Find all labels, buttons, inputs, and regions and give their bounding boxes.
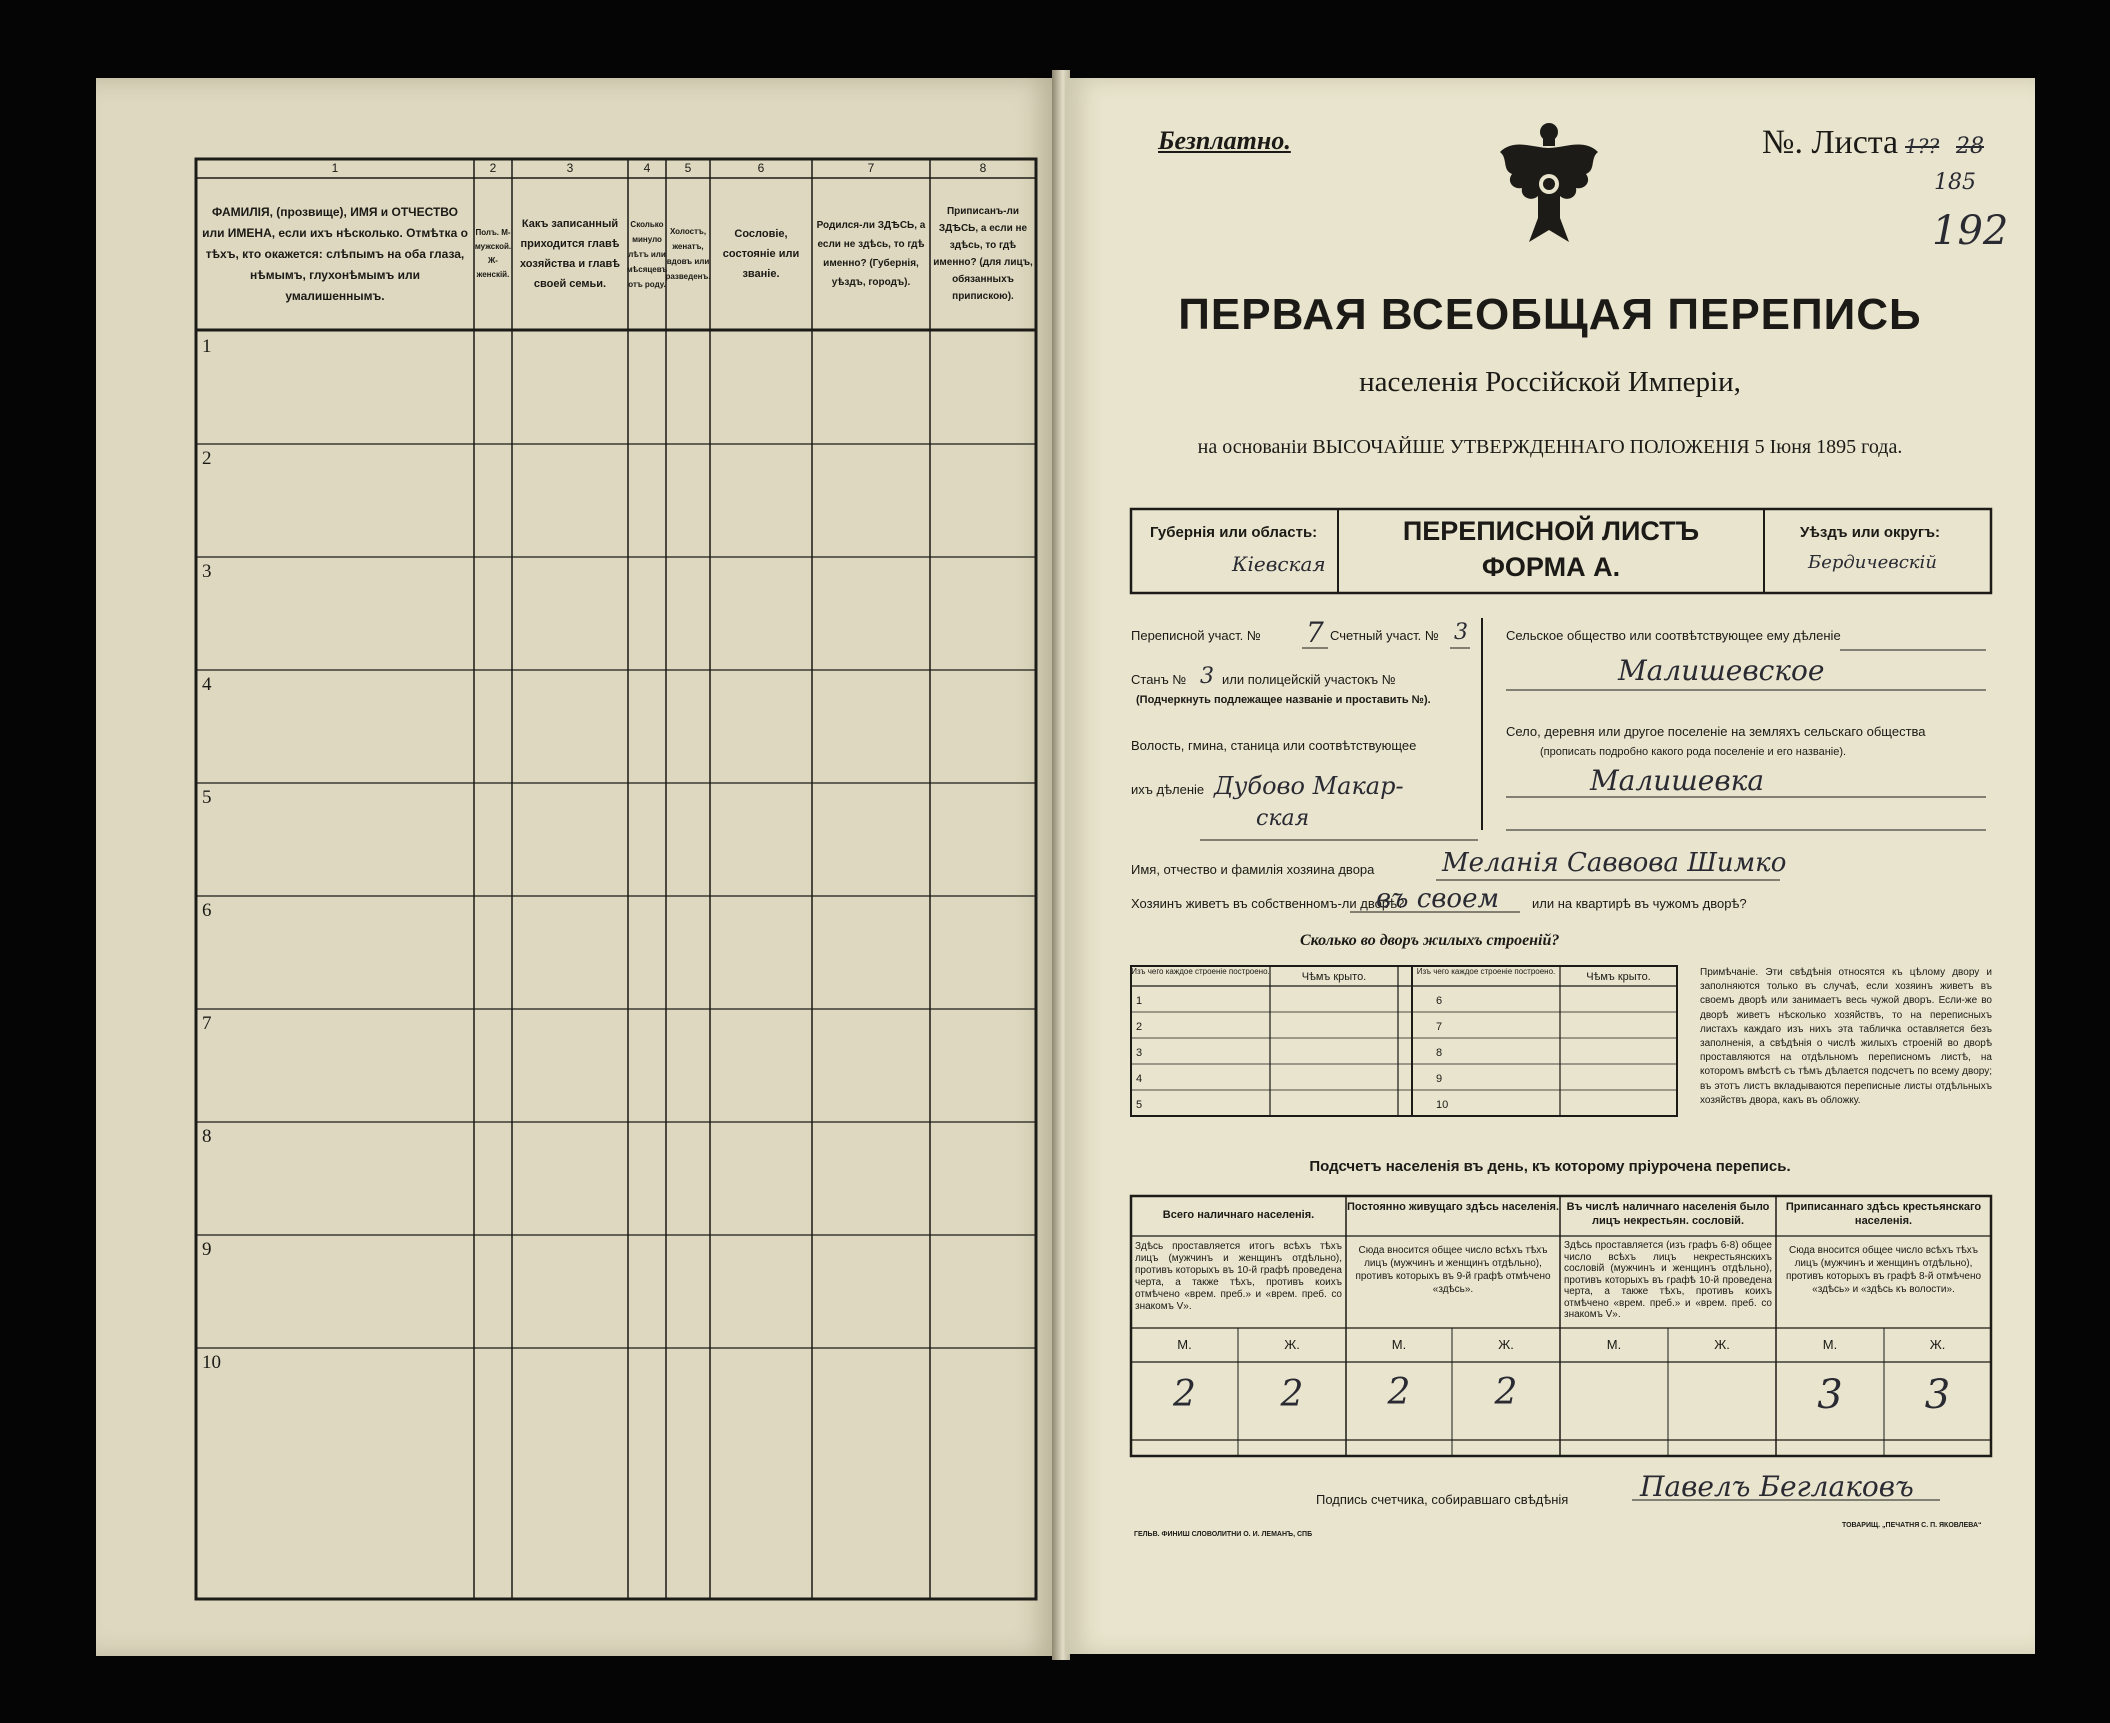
- header-estate: Сословіе, состояніе или званіе.: [722, 228, 800, 280]
- sex-label-4: Ж.: [1498, 1337, 1514, 1352]
- perepis-uchast-value: 7: [1306, 616, 1324, 649]
- buildings-question: Сколько во дворъ жилыхъ строеній?: [1300, 932, 1560, 949]
- form-title-1: ПЕРЕПИСНОЙ ЛИСТЪ: [1402, 516, 1700, 546]
- selskoe-value: Малишевское: [1618, 654, 1825, 687]
- printer-right: ТОВАРИЩ. „ПЕЧАТНЯ С. П. ЯКОВЛЕВА“: [1842, 1522, 1982, 1529]
- volost-label-1: Волость, гмина, станица или соотвѣтствующее: [1131, 738, 1417, 753]
- count-head-registered: Приписаннаго здѣсь крестьянскаго населенія.: [1785, 1201, 1982, 1227]
- col-number-4: 4: [643, 161, 651, 175]
- col-number-6: 6: [757, 161, 765, 175]
- volost-value-1: Дубово Макар-: [1214, 772, 1404, 800]
- bld-row-5: 5: [1136, 1099, 1143, 1111]
- count-head-total: Всего наличнаго населенія.: [1162, 1209, 1315, 1221]
- selo-value: Малишевка: [1590, 764, 1765, 797]
- underline-note: (Подчеркнуть подлежащее названіе и проставить №).: [1136, 694, 1431, 706]
- row-number-10: 10: [202, 1352, 221, 1373]
- count-desc-registered: Сюда вносится общее число всѣхъ тѣхъ лицъ (мужчинъ и женщинъ отдѣльно), противъ которыхъ въ графѣ 8-й отмѣчено «здѣсь» и «здѣсь къ волости».: [1785, 1245, 1982, 1295]
- header-registered: Приписанъ-ли ЗДѢСЬ, а если не здѣсь, то гдѣ именно? (для лицъ, обязанныхъ припискою).: [933, 206, 1033, 302]
- lives-label: Хозяинъ живетъ въ собственномъ-ли дворѣ?: [1131, 896, 1405, 911]
- col-number-8: 8: [979, 161, 987, 175]
- row-number-6: 6: [202, 900, 212, 921]
- schet-uchast-value: 3: [1454, 620, 1468, 645]
- header-marital: Холостъ, женатъ, вдовъ или разведенъ.: [665, 227, 711, 281]
- form-subtitle: населенія Россійской Имперіи,: [1359, 366, 1741, 398]
- bld-row-10: 10: [1436, 1099, 1449, 1111]
- count-total-m: 2: [1173, 1374, 1196, 1415]
- lives-value: въ своем: [1376, 884, 1500, 914]
- bld-row-3: 3: [1136, 1047, 1143, 1059]
- sex-label-6: Ж.: [1714, 1337, 1730, 1352]
- row-number-9: 9: [202, 1239, 212, 1260]
- printer-left: ГЕЛЬВ. ФИНИШ СЛОВОЛИТНИ О. И. ЛЕМАНЪ, СПБ: [1134, 1531, 1313, 1538]
- row-number-3: 3: [202, 561, 212, 582]
- bld-head-material-right: Изъ чего каждое строеніе построено.: [1416, 967, 1556, 976]
- row-number-1: 1: [202, 336, 212, 357]
- owner-value: Меланія Саввова Шимко: [1442, 848, 1787, 878]
- sheet-no-hand-4: 192: [1932, 208, 2009, 254]
- gubernia-value: Кіевская: [1232, 552, 1326, 576]
- row-number-8: 8: [202, 1126, 212, 1147]
- signature-value: Павелъ Беглаковъ: [1640, 1470, 1914, 1503]
- sex-label-8: Ж.: [1929, 1337, 1946, 1352]
- volost-label-2: ихъ дѣленіе: [1131, 782, 1205, 797]
- header-name: ФАМИЛІЯ, (прозвище), ИМЯ и ОТЧЕСТВО или ИМЕНА, если ихъ нѣсколько. Отмѣтка о тѣхъ, кто окажется: слѣпымъ на оба глаза, нѣмымъ, глухонѣмымъ или умалишеннымъ.: [202, 204, 468, 303]
- form-basis: на основаніи ВЫСОЧАЙШЕ УТВЕРЖДЕННАГО ПОЛОЖЕНІЯ 5 Іюня 1895 года.: [1197, 436, 1903, 458]
- uezd-value: Бердичевскій: [1808, 552, 1937, 573]
- sex-label-3: М.: [1391, 1337, 1407, 1352]
- header-sex: Полъ. М-мужской. Ж-женскій.: [474, 228, 512, 279]
- sheet-no-hand-3: 185: [1934, 170, 1976, 195]
- col-number-7: 7: [867, 161, 875, 175]
- header-age: Сколько минуло лѣтъ или мѣсяцевъ отъ роду.: [626, 219, 668, 289]
- count-head-noncrest: Въ числѣ наличнаго населенія было лицъ некрестьян. сословій.: [1566, 1201, 1770, 1227]
- form-title-2: ФОРМА А.: [1481, 552, 1621, 582]
- selskoe-label: Сельское общество или соотвѣтствующее ему дѣленіе: [1506, 628, 1841, 643]
- politsei-label: или полицейскій участокъ №: [1222, 672, 1396, 687]
- count-desc-total: Здѣсь проставляется итогъ всѣхъ тѣхъ лицъ (мужчинъ и женщинъ отдѣльно), противъ которыхъ въ 10-й графѣ проведена черта, а также тѣхъ, противъ коихъ отмѣчено «врем. преб.» и «врем. преб. со знакомъ V».: [1135, 1241, 1342, 1312]
- sheet-no-label: №. Листа: [1762, 124, 1899, 161]
- selo-note: (прописать подробно какого рода поселеніе и его названіе).: [1540, 746, 1847, 758]
- row-number-2: 2: [202, 448, 212, 469]
- owner-label: Имя, отчество и фамилія хозяина двора: [1131, 862, 1375, 877]
- volost-value-2: ская: [1256, 806, 1310, 831]
- col-number-2: 2: [489, 161, 497, 175]
- sheet-no-hand-1: 1??: [1905, 134, 1940, 158]
- sex-label-7: М.: [1822, 1337, 1838, 1352]
- col-number-3: 3: [566, 161, 574, 175]
- bld-row-9: 9: [1436, 1073, 1443, 1085]
- sex-label-2: Ж.: [1284, 1337, 1300, 1352]
- uezd-label: Уѣздъ или округъ:: [1800, 524, 1941, 541]
- bld-row-1: 1: [1136, 995, 1143, 1007]
- bld-row-4: 4: [1136, 1073, 1143, 1085]
- count-permanent-f: 2: [1494, 1372, 1518, 1413]
- header-born: Родился-ли ЗДѢСЬ, а если не здѣсь, то гдѣ именно? (Губернія, уѣздъ, городъ).: [816, 220, 926, 288]
- count-registered-m: 3: [1817, 1372, 1843, 1418]
- row-number-7: 7: [202, 1013, 212, 1034]
- free-label: Безплатно.: [1158, 126, 1291, 155]
- row-number-5: 5: [202, 787, 212, 808]
- count-registered-f: 3: [1924, 1372, 1951, 1418]
- col-number-5: 5: [684, 161, 692, 175]
- count-head-permanent: Постоянно живущаго здѣсь населенія.: [1346, 1201, 1560, 1213]
- stan-label: Станъ №: [1131, 672, 1187, 687]
- col-number-1: 1: [331, 161, 339, 175]
- signature-label: Подпись счетчика, собиравшаго свѣдѣнія: [1316, 1492, 1569, 1507]
- count-desc-noncrest: Здѣсь проставляется (изъ графъ 6-8) общее число всѣхъ лицъ некрестьянскихъ сословій (мужчинъ и женщинъ отдѣльно), противъ которыхъ въ графѣ 10-й проведена черта, а также тѣхъ, противъ коихъ отмѣчено «врем. преб.» и «врем. преб. со знакомъ V».: [1564, 1240, 1772, 1320]
- form-main-title: ПЕРВАЯ ВСЕОБЩАЯ ПЕРЕПИСЬ: [1178, 290, 1922, 339]
- header-relation: Какъ записанный приходится главѣ хозяйства и главѣ своей семьи.: [519, 218, 621, 290]
- count-desc-permanent: Сюда вносится общее число всѣхъ тѣхъ лицъ (мужчинъ и женщинъ отдѣльно), противъ которыхъ въ 9-й графѣ отмѣчено «здѣсь».: [1355, 1245, 1551, 1295]
- count-total-f: 2: [1280, 1374, 1304, 1415]
- schet-uchast-label: Счетный участ. №: [1330, 628, 1439, 643]
- bld-row-7: 7: [1436, 1021, 1443, 1033]
- bld-row-6: 6: [1436, 995, 1443, 1007]
- row-number-4: 4: [202, 674, 212, 695]
- bld-head-material-left: Изъ чего каждое строеніе построено.: [1131, 967, 1270, 976]
- bld-head-roof-left: Чѣмъ крыто.: [1301, 971, 1367, 983]
- buildings-note: Примѣчаніе. Эти свѣдѣнія относятся къ цѣлому двору и заполняются только въ случаѣ, если хозяинъ живетъ въ своемъ дворѣ или занимаетъ весь чужой дворъ. Если-же во дворѣ живетъ нѣсколько хозяйствъ, то на переписныхъ листахъ каждаго изъ нихъ эта табличка оставляется безъ заполненія, а свѣдѣнія о числѣ жилыхъ строеній во дворѣ проставляются на отдѣльномъ переписномъ листѣ, на которомъ вмѣстѣ съ тѣмъ дѣлается подсчетъ по всему двору; въ этотъ листъ вкладываются переписные листы отдѣльныхъ хозяйствъ двора, какъ въ обложку.: [1700, 967, 1992, 1106]
- stan-value: 3: [1200, 664, 1214, 689]
- perepis-uchast-label: Переписной участ. №: [1131, 628, 1261, 643]
- gubernia-label: Губернія или область:: [1150, 524, 1318, 541]
- sheet-no-hand-2: 28: [1956, 134, 1984, 159]
- count-permanent-m: 2: [1387, 1372, 1411, 1413]
- lives-alt: или на квартирѣ въ чужомъ дворѣ?: [1532, 896, 1747, 911]
- sex-label-5: М.: [1606, 1337, 1622, 1352]
- sex-label-1: М.: [1177, 1337, 1192, 1352]
- bld-row-2: 2: [1136, 1021, 1143, 1033]
- selo-label: Село, деревня или другое поселеніе на земляхъ сельскаго общества: [1506, 724, 1926, 739]
- bld-row-8: 8: [1436, 1047, 1443, 1059]
- count-title: Подсчетъ населенія въ день, къ которому пріурочена перепись.: [1309, 1158, 1791, 1175]
- bld-head-roof-right: Чѣмъ крыто.: [1586, 971, 1651, 983]
